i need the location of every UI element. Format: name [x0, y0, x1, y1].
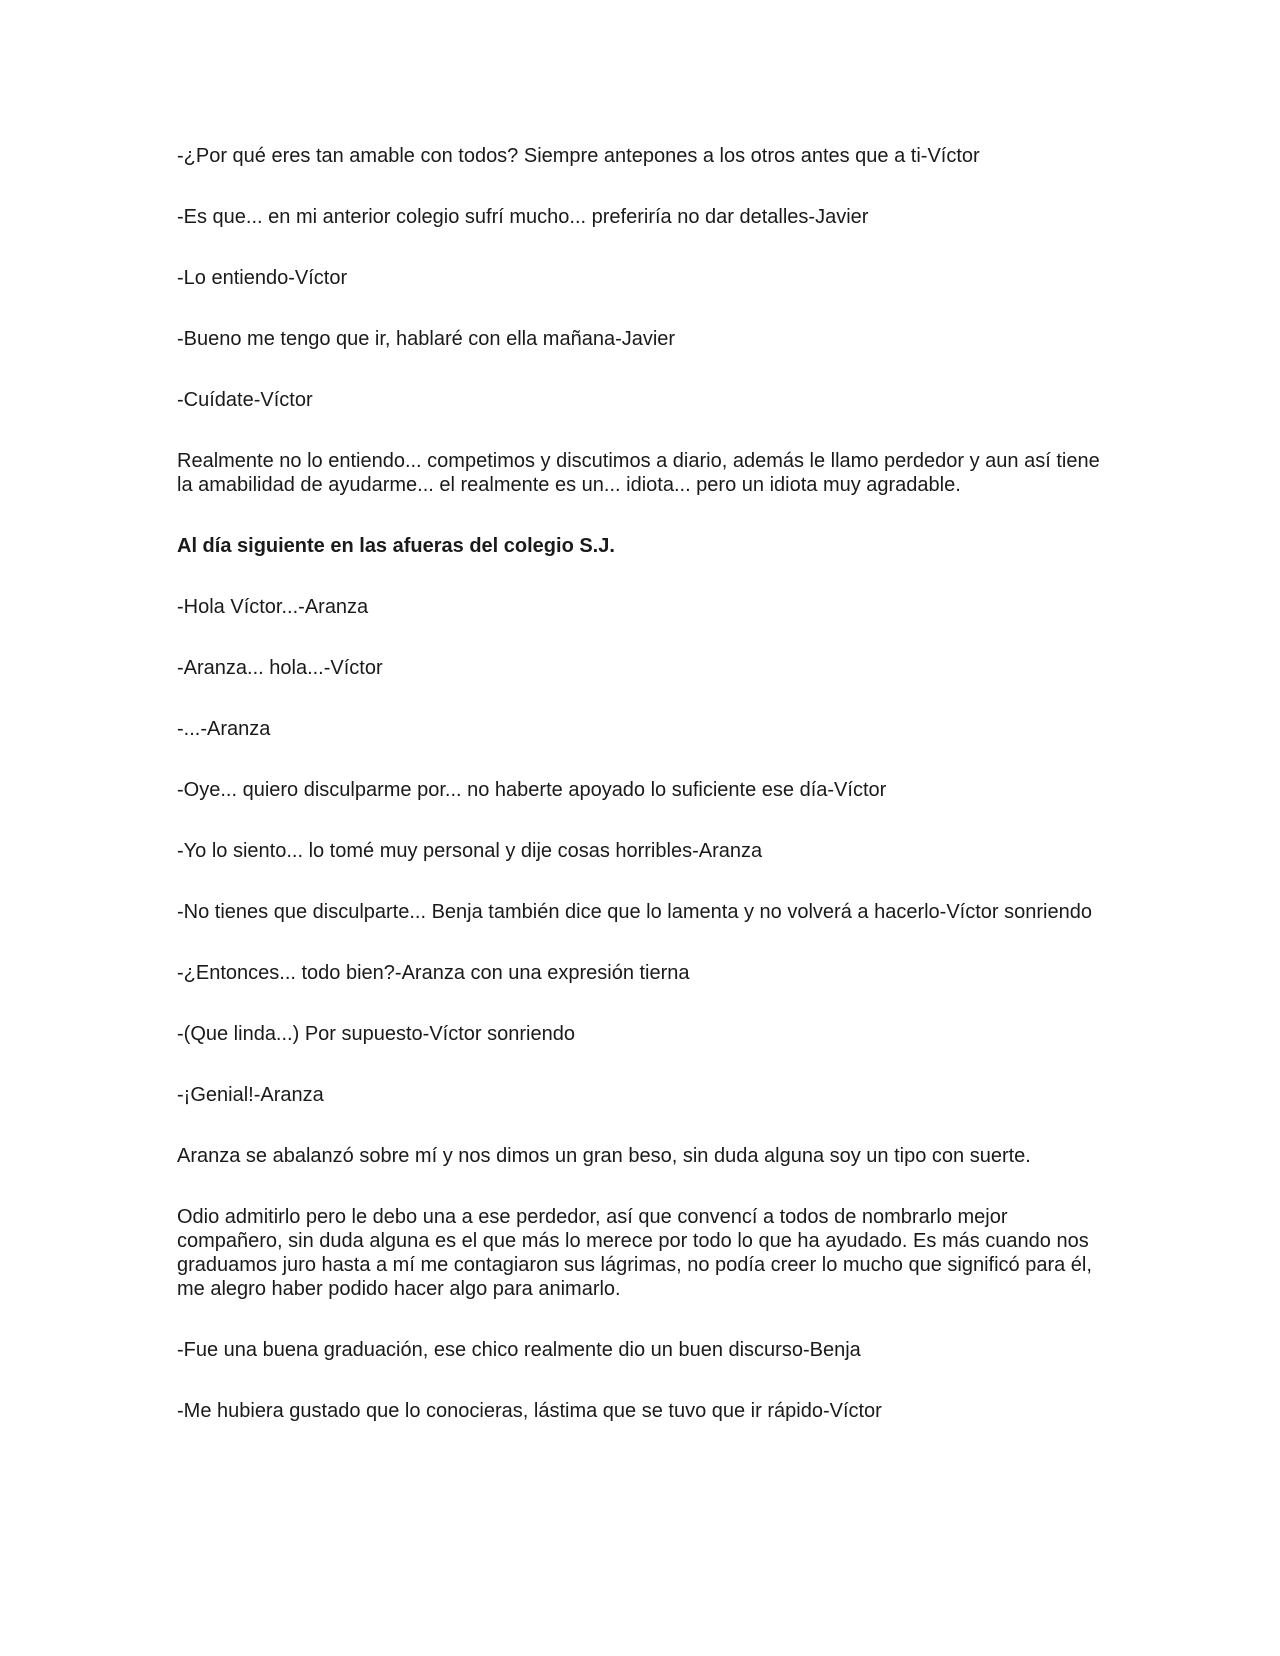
paragraph: Realmente no lo entiendo... competimos y discutimos a diario, además le llamo perdedor y aun así tiene la amabilidad de ayudarme... el realmente es un... idiota... pero un idiota muy agradable. [177, 450, 1100, 496]
paragraph: -¡Genial!-Aranza [177, 1084, 324, 1106]
paragraph: -¿Entonces... todo bien?-Aranza con una expresión tierna [177, 962, 690, 984]
paragraph: Odio admitirlo pero le debo una a ese perdedor, así que convencí a todos de nombrarlo mejor compañero, sin duda alguna es el que más lo merece por todo lo que ha ayudado. Es más cuando nos graduamos juro hasta a mí me contagiaron sus lágrimas, no podía creer lo mucho que significó para él, me alegro haber podido hacer algo para animarlo. [177, 1206, 1092, 1300]
paragraph: -(Que linda...) Por supuesto-Víctor sonriendo [177, 1023, 575, 1045]
scene-heading: Al día siguiente en las afueras del colegio S.J. [177, 535, 615, 557]
paragraph: -Yo lo siento... lo tomé muy personal y dije cosas horribles-Aranza [177, 840, 763, 862]
paragraph: -Aranza... hola...-Víctor [177, 657, 383, 679]
paragraph: -¿Por qué eres tan amable con todos? Siempre antepones a los otros antes que a ti-Víctor [177, 145, 980, 167]
paragraph: -Me hubiera gustado que lo conocieras, lástima que se tuvo que ir rápido-Víctor [177, 1400, 882, 1422]
paragraph: -Es que... en mi anterior colegio sufrí mucho... preferiría no dar detalles-Javier [177, 206, 869, 228]
paragraph: -Fue una buena graduación, ese chico realmente dio un buen discurso-Benja [177, 1339, 861, 1361]
paragraph: -Cuídate-Víctor [177, 389, 313, 411]
paragraph: -Hola Víctor...-Aranza [177, 596, 369, 618]
document-body [177, 144, 1107, 1460]
paragraph: -Oye... quiero disculparme por... no haberte apoyado lo suficiente ese día-Víctor [177, 779, 887, 801]
paragraph: -Bueno me tengo que ir, hablaré con ella mañana-Javier [177, 328, 676, 350]
paragraph: -No tienes que disculparte... Benja también dice que lo lamenta y no volverá a hacerlo-Víctor sonriendo [177, 901, 1092, 923]
paragraph: -...-Aranza [177, 718, 271, 740]
paragraph: -Lo entiendo-Víctor [177, 267, 348, 289]
paragraph: Aranza se abalanzó sobre mí y nos dimos un gran beso, sin duda alguna soy un tipo con suerte. [177, 1145, 1031, 1167]
